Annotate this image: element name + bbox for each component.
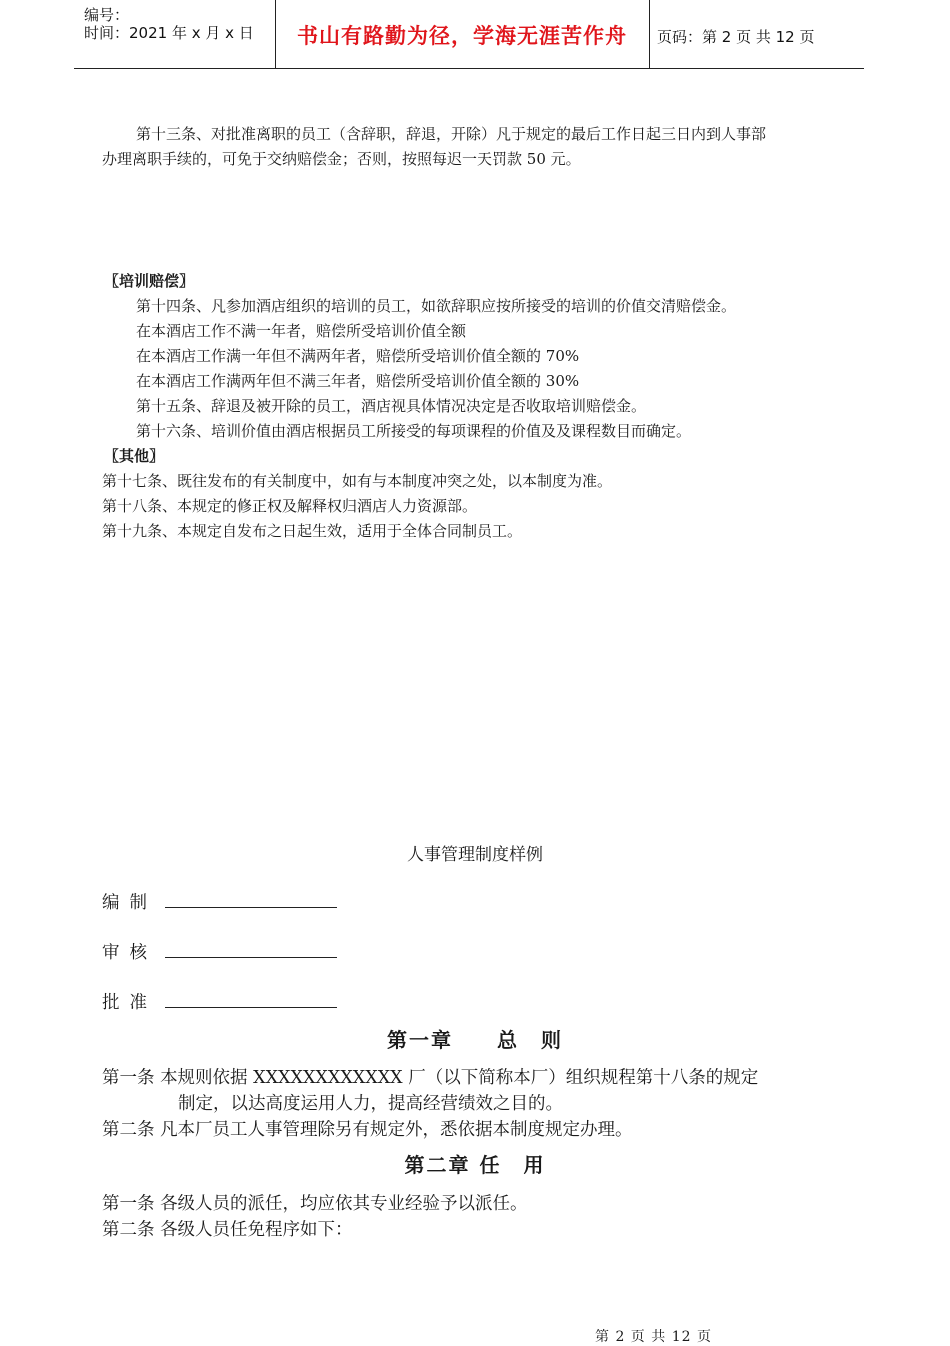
chapter2-article1: 第一条 各级人员的派任，均应依其专业经验予以派任。 (102, 1194, 528, 1214)
motto: 书山有路勤为径，学海无涯苦作舟 (297, 24, 627, 48)
training-line: 在本酒店工作满两年但不满三年者，赔偿所受培训价值全额的 30% (136, 372, 580, 390)
training-line: 第十六条、培训价值由酒店根据员工所接受的每项课程的价值及及课程数目而确定。 (136, 422, 692, 440)
training-line: 在本酒店工作满一年但不满两年者，赔偿所受培训价值全额的 70% (136, 347, 580, 365)
training-line: 第十四条、凡参加酒店组织的培训的员工，如欲辞职应按所接受的培训的价值交清赔偿金。 (136, 297, 737, 315)
training-line: 第十五条、辞退及被开除的员工，酒店视具体情况决定是否收取培训赔偿金。 (136, 397, 647, 415)
chapter2-title: 第二章 任 用 (404, 1153, 546, 1177)
signoff-approve (102, 993, 337, 1013)
other-heading: 〖其他〗 (104, 447, 165, 465)
page-header (74, 0, 864, 69)
article13-line2: 办理离职手续的，可免于交纳赔偿金；否则，按照每迟一天罚款 50 元。 (102, 150, 581, 168)
signoff-approve-label: 批准 (102, 993, 157, 1013)
page-info: 页码：第 2 页 共 12 页 (657, 28, 815, 46)
signoff-approve-blank (165, 993, 337, 1008)
header-right-cell (649, 0, 864, 68)
code-label: 编号： (84, 6, 130, 24)
chapter2-article2: 第二条 各级人员任免程序如下： (102, 1220, 353, 1240)
time-label: 时间：2021 年 x 月 x 日 (84, 24, 254, 42)
chapter1-article1-line1: 第一条 本规则依据 XXXXXXXXXXXX 厂（以下简称本厂）组织规程第十八条的规定 (102, 1068, 759, 1088)
article13-line1: 第十三条、对批准离职的员工（含辞职，辞退，开除）凡于规定的最后工作日起三日内到人事部 (136, 125, 767, 143)
header-mid-cell (275, 0, 650, 68)
signoff-review-blank (165, 943, 337, 958)
chapter1-article1-line2: 制定，以达高度运用人力，提高经营绩效之目的。 (178, 1094, 563, 1114)
signoff-review-label: 审核 (102, 943, 157, 963)
doc-title: 人事管理制度样例 (407, 845, 543, 865)
signoff-review (102, 943, 337, 963)
training-heading: 〖培训赔偿〗 (104, 272, 195, 290)
chapter1-title: 第一章 总 则 (387, 1028, 563, 1052)
signoff-compile-label: 编制 (102, 893, 157, 913)
chapter1-article2: 第二条 凡本厂员工人事管理除另有规定外，悉依据本制度规定办理。 (102, 1120, 633, 1140)
other-line: 第十七条、既往发布的有关制度中，如有与本制度冲突之处，以本制度为准。 (102, 472, 613, 490)
signoff-compile (102, 893, 337, 913)
signoff-compile-blank (165, 893, 337, 908)
other-line: 第十九条、本规定自发布之日起生效，适用于全体合同制员工。 (102, 522, 523, 540)
header-left-cell (74, 0, 276, 68)
training-line: 在本酒店工作不满一年者，赔偿所受培训价值全额 (136, 322, 467, 340)
other-line: 第十八条、本规定的修正权及解释权归酒店人力资源部。 (102, 497, 478, 515)
page-footer: 第 2 页 共 12 页 (595, 1329, 712, 1345)
